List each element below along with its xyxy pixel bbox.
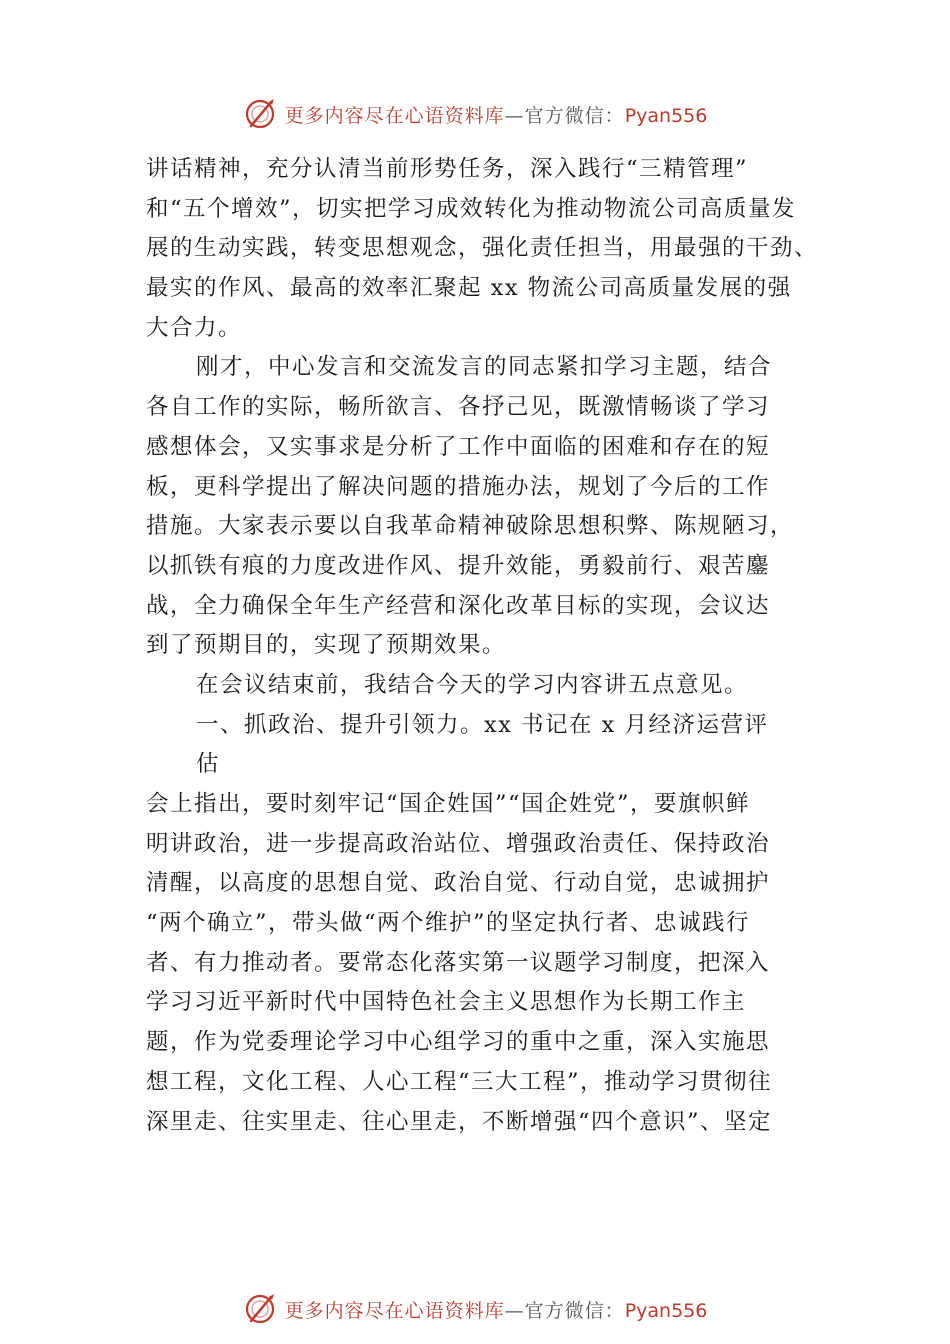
- text-line: 以抓铁有痕的力度改进作风、提升效能，勇毅前行、艰苦鏖: [146, 552, 771, 579]
- text-line: 在会议结束前，我结合今天的学习内容讲五点意见。: [196, 671, 749, 698]
- header-watermark: [0, 94, 950, 134]
- text-line: 讲话精神，充分认清当前形势任务，深入践行“三精管理”: [146, 156, 749, 182]
- watermark-main: 更多内容尽在心语资料库: [284, 104, 505, 127]
- text-line: “两个确立”，带头做“两个维护”的坚定执行者、忠诚践行: [146, 910, 751, 937]
- footer-watermark: [0, 1289, 950, 1329]
- text-line: 各自工作的实际，畅所欲言、各抒己见，既激情畅谈了学习: [146, 394, 771, 421]
- text-line: 刚才，中心发言和交流发言的同志紧扣学习主题，结合: [196, 354, 773, 381]
- text-line: 深里走、往实里走、往心里走，不断增强“四个意识”、坚定: [146, 1108, 773, 1135]
- text-line: 大合力。: [146, 314, 243, 341]
- text-line: 展的生动实践，转变思想观念，强化责任担当，用最强的干劲、: [146, 235, 819, 262]
- watermark-text: [285, 1296, 708, 1323]
- text-line: 明讲政治，进一步提高政治站位、增强政治责任、保持政治: [146, 830, 771, 857]
- text-line: 清醒，以高度的思想自觉、政治自觉、行动自觉，忠诚拥护: [146, 870, 771, 897]
- text-line: 者、有力推动者。要常态化落实第一议题学习制度，把深入: [146, 949, 771, 976]
- watermark-text: [285, 101, 708, 128]
- text-line: 题，作为党委理论学习中心组学习的重中之重，深入实施思: [146, 1029, 771, 1056]
- text-line: 估: [196, 751, 221, 778]
- text-line: 想工程，文化工程、人心工程“三大工程”，推动学习贯彻往: [146, 1068, 773, 1095]
- watermark-id: Pyan556: [624, 1299, 708, 1322]
- watermark-id: Pyan556: [624, 104, 708, 127]
- brand-logo-icon: [243, 96, 279, 132]
- text-line: 最实的作风、最高的效率汇聚起 xx 物流公司高质量发展的强: [146, 275, 792, 302]
- text-line: 板，更科学提出了解决问题的措施办法，规划了今后的工作: [146, 473, 771, 500]
- text-line: 和“五个增效”，切实把学习成效转化为推动物流公司高质量发: [146, 195, 797, 222]
- watermark-separator: —: [504, 104, 525, 127]
- watermark-separator: —: [504, 1299, 525, 1322]
- watermark-label: 官方微信：: [524, 104, 625, 127]
- text-line: 一、抓政治、提升引领力。xx 书记在 x 月经济运营评: [196, 711, 769, 738]
- document-body: [146, 150, 826, 1142]
- text-line: 学习习近平新时代中国特色社会主义思想作为长期工作主: [146, 989, 747, 1016]
- text-line: 战，全力确保全年生产经营和深化改革目标的实现，会议达: [146, 592, 771, 619]
- text-line: 感想体会，又实事求是分析了工作中面临的困难和存在的短: [146, 433, 771, 460]
- text-line: 会上指出，要时刻牢记“国企姓国”“国企姓党”，要旗帜鲜: [146, 791, 751, 817]
- watermark-main: 更多内容尽在心语资料库: [284, 1299, 505, 1322]
- watermark-label: 官方微信：: [524, 1299, 625, 1322]
- text-line: 到了预期目的，实现了预期效果。: [146, 632, 507, 659]
- text-line: 措施。大家表示要以自我革命精神破除思想积弊、陈规陋习，: [146, 513, 795, 540]
- brand-logo-icon: [243, 1291, 279, 1327]
